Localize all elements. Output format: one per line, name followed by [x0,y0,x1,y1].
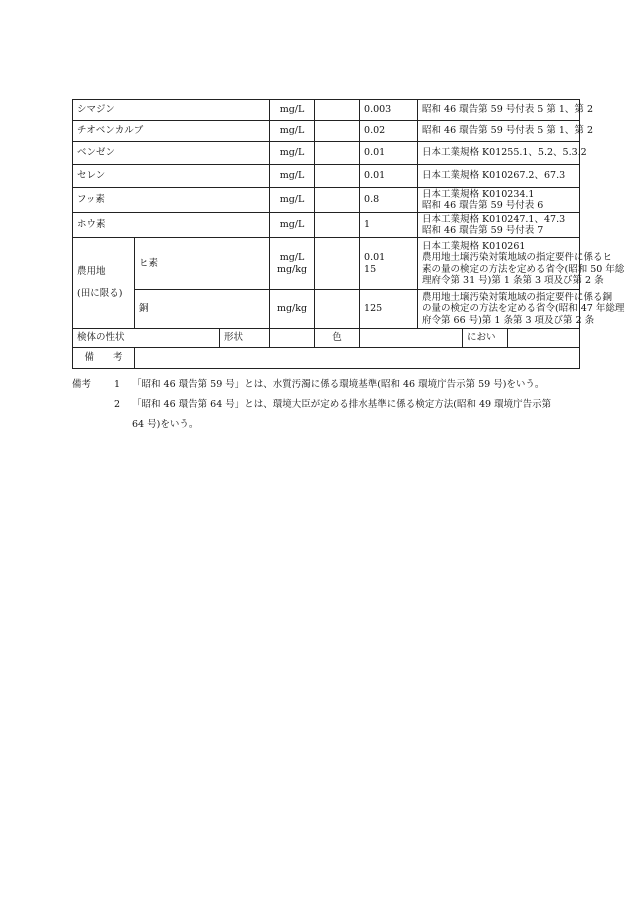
remarks-row [73,348,580,369]
specimen-smell-value [508,329,580,348]
item-name: シマジン [73,100,270,121]
arsenic-label: ヒ素 [135,238,270,290]
method: 昭和 46 環告第 59 号付表 5 第 1、第 2 [418,121,580,142]
table-row [73,100,580,121]
footnote-label: 備考 [72,379,92,390]
specimen-label: 検体の性状 [73,329,220,348]
arsenic-method [418,238,625,290]
specimen-color-label: 色 [315,329,360,348]
value: 125 [360,290,418,329]
value: 0.02 [360,121,418,142]
value: 0.8 [360,188,418,213]
method [418,213,580,238]
footnote-1 [72,375,582,395]
unit: mg/kg [270,290,315,329]
standards-table [72,99,625,369]
item-name: ホウ素 [73,213,270,238]
unit: mg/L [270,188,315,213]
farmland-label: 農用地 (田に限る) [73,238,135,329]
unit: mg/L [270,213,315,238]
remarks-label: 備 考 [73,348,135,369]
item-name: フッ素 [73,188,270,213]
item-name: セレン [73,165,270,188]
footnote-text: 「昭和 46 環告第 59 号」とは、水質汚濁に係る環境基準(昭和 46 環境庁告示第 59 号)をいう。 [132,379,545,390]
specimen-row [73,329,580,348]
method-line: 農用地土壌汚染対策地域の指定要件に係る銅 [422,291,613,303]
blank-cell [315,188,360,213]
specimen-color-value [360,329,463,348]
value: 1 [360,213,418,238]
method-line: 素の量の検定の方法を定める省令(昭和 50 年総 [422,263,625,275]
method-line: 府令第 66 号)第 1 条第 3 項及び第 2 条 [422,314,595,326]
table-row [73,142,580,165]
method: 日本工業規格 K010267.2、67.3 [418,165,580,188]
arsenic-units: mg/L mg/kg [270,238,315,290]
blank-cell [315,213,360,238]
method-line: 農用地土壌汚染対策地域の指定要件に係るヒ [422,252,613,263]
method-line: 昭和 46 環告第 59 号付表 7 [422,225,544,236]
unit: mg/L [270,142,315,165]
specimen-shape-label: 形状 [220,329,270,348]
item-name: チオベンカルブ [73,121,270,142]
footnote-2-continued: 64 号)をいう。 [132,419,199,430]
copper-method [418,290,625,329]
table-row [73,290,580,329]
table-row [73,121,580,142]
footnote-text: 「昭和 46 環告第 64 号」とは、環境大臣が定める排水基準に係る検定方法(昭和 49 環境庁告示第 [132,399,552,410]
unit: mg/L [270,165,315,188]
table-row [73,188,580,213]
table-row [73,238,580,290]
footnote-number: 2 [113,399,121,410]
remarks-value [135,348,580,369]
item-name: ベンゼン [73,142,270,165]
specimen-shape-value [270,329,315,348]
method-line: 日本工業規格 K010247.1、47.3 [422,213,566,225]
blank-cell [315,238,360,290]
footnote-number: 1 [113,379,121,390]
method-line: 日本工業規格 K010261 [422,240,526,252]
blank-cell [315,142,360,165]
blank-cell [315,121,360,142]
table-row [73,165,580,188]
blank-cell [315,100,360,121]
method-line: の量の検定の方法を定める省令(昭和 47 年総理 [422,303,625,315]
method-line: 昭和 46 環告第 59 号付表 6 [422,200,544,211]
arsenic-values: 0.01 15 [360,238,418,290]
table-row [73,213,580,238]
value: 0.01 [360,165,418,188]
blank-cell [315,165,360,188]
method-line: 理府令第 31 号)第 1 条第 3 項及び第 2 条 [422,275,604,286]
unit: mg/L [270,121,315,142]
method: 日本工業規格 K01255.1、5.2、5.3.2 [418,142,580,165]
footnote-2 [72,395,582,415]
method-line: 日本工業規格 K010234.1 [422,188,535,200]
footnotes [72,375,582,435]
unit: mg/L [270,100,315,121]
blank-cell [315,290,360,329]
value: 0.003 [360,100,418,121]
copper-label: 銅 [135,290,270,329]
method [418,188,580,213]
specimen-smell-label: におい [463,329,508,348]
value: 0.01 [360,142,418,165]
method: 昭和 46 環告第 59 号付表 5 第 1、第 2 [418,100,580,121]
